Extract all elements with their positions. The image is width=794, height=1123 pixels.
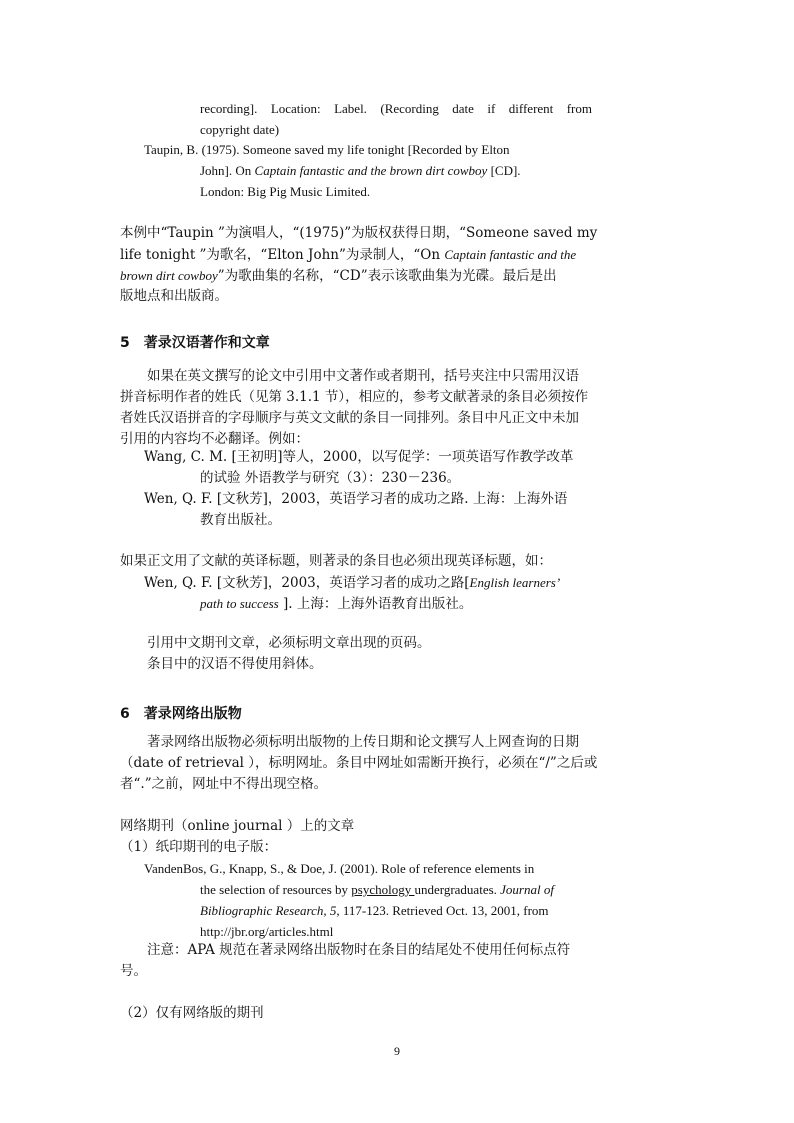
album-title: Captain fantastic and the brown dirt cowboy bbox=[254, 163, 488, 178]
reference-continuation-line: London: Big Pig Music Limited. bbox=[200, 184, 371, 199]
subheading-online-journal: 网络期刊（online journal ）上的文章 bbox=[120, 818, 355, 834]
album-title: Captain fantastic and the bbox=[444, 247, 577, 262]
text-run: ]. 上海：上海外语教育出版社。 bbox=[278, 596, 473, 612]
reference-entry-taupin: Taupin, B. (1975). Someone saved my life tonight [Recorded by Elton bbox=[144, 142, 510, 157]
reference-continuation-line bbox=[200, 879, 554, 900]
reference-continuation-line: 的试验 外语教学与研究（3）：230－236。 bbox=[200, 470, 461, 486]
paragraph-line bbox=[120, 265, 557, 287]
text-run: the selection of resources by bbox=[200, 882, 352, 897]
paragraph-line: 拼音标明作者的姓氏（见第 3.1.1 节），相应的，参考文献著录的条目必须按作 bbox=[120, 389, 589, 405]
paragraph-line: 版地点和出版商。 bbox=[120, 288, 228, 304]
paragraph-line: 如果正文用了文献的英译标题，则著录的条目也必须出现英译标题，如： bbox=[120, 553, 552, 569]
reference-entry-wen-translated bbox=[144, 572, 560, 594]
journal-title: Bibliographic Research, 5, bbox=[200, 903, 340, 918]
journal-title: Journal of bbox=[500, 882, 554, 897]
reference-continuation-line: copyright date) bbox=[200, 122, 280, 137]
paragraph-line: （date of retrieval ），标明网址。条目中网址如需断开换行，必须在“/”之后或 bbox=[120, 755, 598, 771]
paragraph-line: 者“.”之前，网址中不得出现空格。 bbox=[120, 776, 328, 792]
note-line: 号。 bbox=[120, 963, 147, 979]
reference-url: http://jbr.org/articles.html bbox=[200, 924, 334, 939]
note-line: 条目中的汉语不得使用斜体。 bbox=[147, 656, 323, 672]
paragraph-line bbox=[120, 244, 576, 266]
paragraph-line: 者姓氏汉语拼音的字母顺序与英文文献的条目一同排列。条目中凡正文中未加 bbox=[120, 410, 579, 426]
text-run: 117-123. Retrieved Oct. 13, 2001, from bbox=[339, 903, 549, 918]
reference-entry-vandenbos: VandenBos, G., Knapp, S., & Doe, J. (2001). Role of reference elements in bbox=[144, 861, 535, 876]
reference-continuation-line: recording]. Location: Label. (Recording date if different from bbox=[200, 101, 592, 116]
paragraph-line: 本例中“Taupin ”为演唱人，“(1975)”为版权获得日期，“Someone saved my bbox=[120, 225, 598, 241]
underlined-word: psychology bbox=[351, 882, 415, 897]
paragraph-line: 如果在英文撰写的论文中引用中文著作或者期刊，括号夹注中只需用汉语 bbox=[147, 368, 579, 384]
reference-continuation-line bbox=[200, 160, 521, 181]
note-line: 注意：APA 规范在著录网络出版物时在条目的结尾处不使用任何标点符 bbox=[147, 942, 571, 958]
paragraph-line: 著录网络出版物必须标明出版物的上传日期和论文撰写人上网查询的日期 bbox=[147, 734, 579, 750]
reference-entry-wen: Wen, Q. F. [文秋芳]，2003，英语学习者的成功之路. 上海：上海外语 bbox=[144, 491, 568, 507]
reference-continuation-line bbox=[200, 593, 472, 615]
text-run: life tonight ”为歌名，“Elton John”为录制人，“On bbox=[120, 247, 445, 263]
english-title: path to success bbox=[200, 596, 279, 611]
section-heading-5: 5 著录汉语著作和文章 bbox=[120, 335, 270, 351]
paragraph-line: 引用的内容均不必翻译。例如： bbox=[120, 431, 309, 447]
reference-continuation-line bbox=[200, 900, 549, 921]
english-title: English learners’ bbox=[469, 575, 561, 590]
text-run: [CD]. bbox=[487, 163, 521, 178]
text-run: John]. On bbox=[200, 163, 255, 178]
subheading-online-only: （2）仅有网络版的期刊 bbox=[120, 1005, 264, 1021]
section-heading-6: 6 著录网络出版物 bbox=[120, 706, 242, 722]
subheading-print-electronic: （1）纸印期刊的电子版： bbox=[120, 839, 278, 855]
text-run: Wen, Q. F. [文秋芳]，2003，英语学习者的成功之路[ bbox=[144, 575, 470, 591]
text-run: undergraduates. bbox=[414, 882, 501, 897]
reference-continuation-line: 教育出版社。 bbox=[200, 512, 281, 528]
reference-entry-wang: Wang, C. M. [王初明]等人，2000，以写促学：一项英语写作教学改革 bbox=[144, 449, 574, 465]
page-number: 9 bbox=[394, 1044, 400, 1058]
text-run: ”为歌曲集的名称，“CD”表示该歌曲集为光碟。最后是出 bbox=[217, 268, 557, 284]
note-line: 引用中文期刊文章，必须标明文章出现的页码。 bbox=[147, 635, 431, 651]
album-title: brown dirt cowboy bbox=[120, 268, 218, 283]
